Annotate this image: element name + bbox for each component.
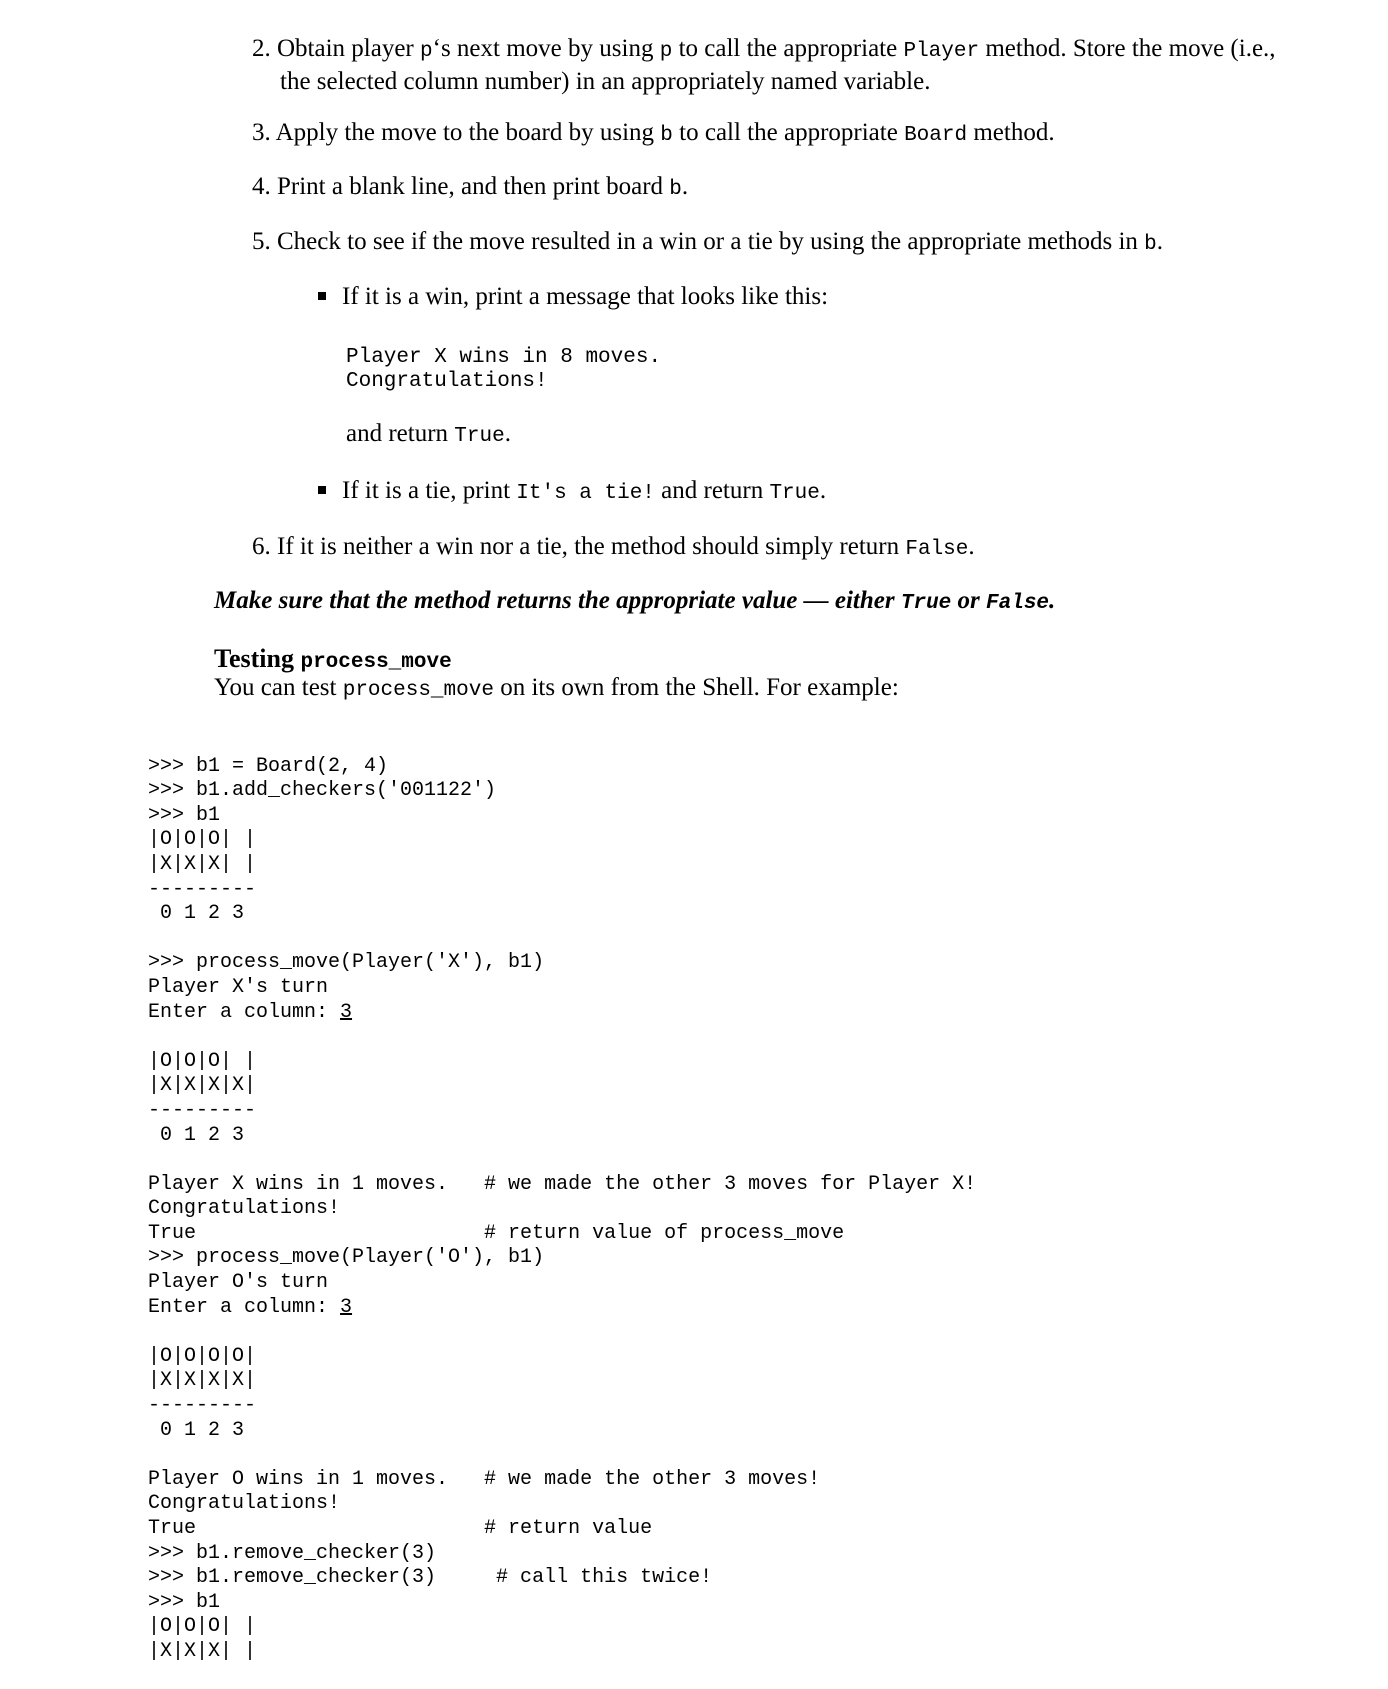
return-note — [214, 587, 1055, 615]
shell-line: >>> process_move(Player('X'), b1) — [148, 951, 545, 975]
step-4-number: 4. — [252, 173, 271, 200]
shell-line: Congratulations! — [148, 1492, 341, 1516]
shell-line: |O|O|O| | — [148, 828, 257, 852]
step-5 — [252, 227, 1362, 260]
step-2-code-p2: p — [659, 40, 673, 63]
note-t2: or — [951, 587, 987, 614]
step-3-code-b: b — [660, 124, 673, 147]
step-5-text-b: . — [1156, 228, 1163, 255]
step-2 — [252, 34, 1362, 97]
shell-line: Congratulations! — [148, 1197, 341, 1221]
shell-line: |X|X|X|X| — [148, 1074, 257, 1098]
step-6 — [252, 532, 1362, 565]
bullet-win — [318, 282, 828, 312]
shell-line: |O|O|O| | — [148, 1049, 257, 1073]
shell-line: |X|X|X|X| — [148, 1369, 257, 1393]
step-4-text-b: . — [681, 173, 689, 200]
step-5-number: 5. — [252, 228, 271, 255]
shell-line: >>> b1.remove_checker(3) # call this twice! — [148, 1566, 713, 1590]
bullet-tie-code-true: True — [769, 482, 820, 505]
win-return-text — [346, 420, 511, 448]
note-t1: Make sure that the method returns the appropriate value — either — [214, 587, 901, 614]
step-3-text: Apply the move to the board by using — [275, 119, 661, 146]
testing-heading — [214, 644, 452, 674]
step-6-number: 6. — [252, 533, 271, 560]
testing-intro-code: process_move — [342, 679, 494, 702]
step-3-text-c: method. — [967, 119, 1055, 146]
testing-intro — [214, 674, 899, 702]
bullet-tie-t3: . — [819, 477, 827, 504]
testing-intro-t2: on its own from the Shell. For example: — [493, 674, 899, 701]
shell-prompt: Enter a column: — [148, 1000, 341, 1024]
step-2-text: Obtain player — [277, 35, 421, 62]
shell-session — [148, 730, 976, 1689]
shell-line: Player X wins in 1 moves. # we made the other 3 moves for Player X! — [148, 1172, 977, 1196]
shell-line: Player O wins in 1 moves. # we made the other 3 moves! — [148, 1467, 821, 1491]
note-code-true: True — [900, 592, 952, 615]
shell-line: 0 1 2 3 — [148, 902, 245, 926]
step-3-code-board: Board — [904, 124, 968, 147]
step-5-text: Check to see if the move resulted in a win or a tie by using the appropriate methods in — [277, 228, 1145, 255]
step-3 — [252, 118, 1362, 151]
shell-line: |O|O|O|O| — [148, 1344, 257, 1368]
shell-line: >>> b1 = Board(2, 4) — [148, 754, 389, 778]
step-2-code-p: p — [420, 40, 433, 63]
step-2-code-player: Player — [903, 40, 980, 63]
step-5-code-b: b — [1144, 233, 1157, 256]
step-4-text: Print a blank line, and then print board — [277, 173, 670, 200]
shell-prompt: Enter a column: — [148, 1295, 341, 1319]
step-4 — [252, 172, 1362, 205]
shell-line: >>> b1 — [148, 803, 221, 827]
shell-line: 0 1 2 3 — [148, 1123, 245, 1147]
shell-line: |X|X|X| | — [148, 1639, 257, 1663]
shell-line: >>> b1.add_checkers('001122') — [148, 779, 497, 803]
step-6-text-b: . — [968, 533, 975, 560]
step-2-text-b: ‘s next move by using — [432, 35, 660, 62]
shell-line: |X|X|X| | — [148, 852, 257, 876]
shell-line: >>> b1 — [148, 1590, 221, 1614]
shell-line: --------- — [148, 1394, 257, 1418]
step-6-code-false: False — [905, 538, 969, 561]
testing-intro-t1: You can test — [214, 674, 343, 701]
bullet-tie-t1: If it is a tie, print — [342, 477, 517, 504]
step-2-text-d: method. Store the move (i.e., — [979, 35, 1276, 62]
step-2-number: 2. — [252, 35, 271, 62]
win-return-t1: and return — [346, 420, 455, 447]
note-code-false: False — [986, 592, 1050, 615]
testing-heading-text: Testing — [214, 644, 294, 673]
win-return-t2: . — [504, 420, 511, 447]
shell-line: --------- — [148, 877, 257, 901]
win-example-line-2: Congratulations! — [346, 370, 548, 393]
shell-input: 3 — [340, 1295, 353, 1319]
win-example-code — [346, 346, 661, 394]
bullet-tie — [318, 476, 826, 509]
shell-line — [148, 1296, 976, 1321]
shell-line: |O|O|O| | — [148, 1615, 257, 1639]
shell-line: 0 1 2 3 — [148, 1418, 245, 1442]
testing-heading-code: process_move — [300, 651, 452, 674]
step-4-code-b: b — [669, 178, 682, 201]
bullet-tie-code-msg: It's a tie! — [516, 482, 655, 505]
shell-line: True # return value of process_move — [148, 1221, 845, 1245]
step-3-text-b: to call the appropriate — [672, 119, 905, 146]
step-3-number: 3. — [252, 119, 271, 146]
bullet-square-icon — [318, 486, 326, 494]
win-example-line-1: Player X wins in 8 moves. — [346, 346, 662, 369]
step-6-text: If it is neither a win nor a tie, the method should simply return — [277, 533, 906, 560]
shell-line: True # return value — [148, 1517, 653, 1540]
note-t3: . — [1049, 587, 1056, 614]
shell-line — [148, 1001, 976, 1026]
shell-input: 3 — [340, 1000, 353, 1024]
step-2-text-c: to call the appropriate — [672, 35, 904, 62]
bullet-square-icon — [318, 292, 326, 300]
shell-line: Player O's turn — [148, 1271, 329, 1295]
win-return-code-true: True — [454, 425, 505, 448]
bullet-tie-t2: and return — [654, 477, 770, 504]
shell-line: Player X's turn — [148, 975, 329, 999]
shell-line: >>> process_move(Player('O'), b1) — [148, 1246, 545, 1270]
shell-line: --------- — [148, 1098, 257, 1122]
bullet-win-text: If it is a win, print a message that looks like this: — [342, 283, 829, 310]
shell-line: >>> b1.remove_checker(3) — [148, 1541, 437, 1565]
step-2-line-2: the selected column number) in an appropriately named variable. — [280, 68, 931, 95]
